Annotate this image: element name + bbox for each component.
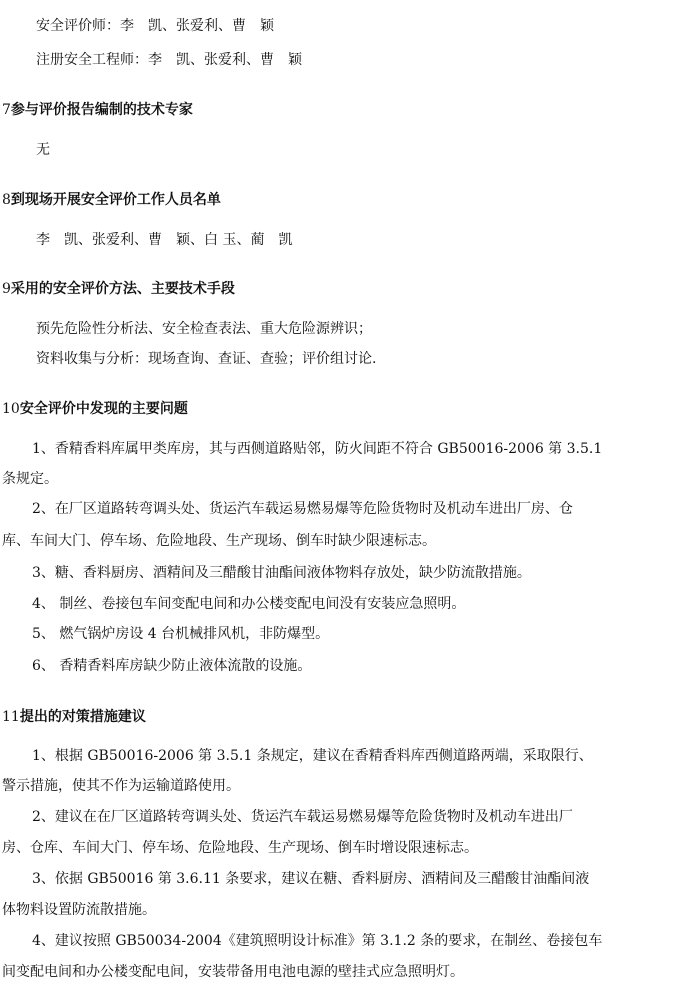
section-8-title: 到现场开展安全评价工作人员名单 bbox=[10, 192, 221, 208]
section-9-line: 预先危险性分析法、安全检查表法、重大危险源辨识； bbox=[36, 321, 372, 337]
section-11-line: 间变配电间和办公楼变配电间，安装带备用电池电源的壁挂式应急照明灯。 bbox=[2, 964, 464, 980]
section-9-number: 9 bbox=[2, 281, 11, 297]
section-10-number: 10 bbox=[2, 401, 20, 417]
section-11-line: 4、建议按照 GB50034-2004《建筑照明设计标准》第 3.1.2 条的要求，在制丝、卷接包车 bbox=[32, 933, 603, 949]
section-10-line: 2、在厂区道路转弯调头处、货运汽车载运易燃易爆等危险货物时及机动车进出厂房、仓 bbox=[32, 501, 573, 517]
section-8-heading bbox=[2, 190, 221, 210]
section-11-title: 提出的对策措施建议 bbox=[19, 709, 146, 725]
section-11-line: 体物料设置防流散措施。 bbox=[2, 902, 156, 918]
evaluator-line: 安全评价师：李 凯、张爱利、曹 颖 bbox=[36, 18, 274, 34]
section-7-body: 无 bbox=[36, 142, 50, 158]
section-11-number: 11 bbox=[2, 709, 20, 725]
section-11-line: 3、依据 GB50016 第 3.6.11 条要求，建议在糖、香料厨房、酒精间及三醋酸甘油酯间液 bbox=[32, 871, 590, 887]
section-10-title: 安全评价中发现的主要问题 bbox=[19, 401, 188, 417]
section-10-line: 5、 燃气锅炉房设 4 台机械排风机，非防爆型。 bbox=[32, 626, 330, 642]
section-9-title: 采用的安全评价方法、主要技术手段 bbox=[10, 281, 235, 297]
section-7-number: 7 bbox=[2, 102, 11, 118]
section-8-body: 李 凯、张爱利、曹 颖、白 玉、蔺 凯 bbox=[36, 232, 293, 248]
section-10-line: 6、 香精香料库房缺少防止液体流散的设施。 bbox=[32, 658, 312, 674]
section-8-number: 8 bbox=[2, 192, 11, 208]
section-11-line: 1、根据 GB50016-2006 第 3.5.1 条规定，建议在香精香料库西侧道路两端，采取限行、 bbox=[32, 748, 593, 764]
engineer-line: 注册安全工程师：李 凯、张爱利、曹 颖 bbox=[36, 52, 302, 68]
section-7-title: 参与评价报告编制的技术专家 bbox=[10, 102, 193, 118]
section-11-line: 警示措施，使其不作为运输道路使用。 bbox=[2, 778, 240, 794]
section-9-line: 资料收集与分析：现场查询、查证、查验；评价组讨论. bbox=[36, 351, 377, 367]
section-10-line: 1、香精香料库属甲类库房，其与西侧道路贴邻，防火间距不符合 GB50016-2006 第 3.5.1 bbox=[32, 441, 603, 457]
section-10-line: 3、糖、香料厨房、酒精间及三醋酸甘油酯间液体物料存放处，缺少防流散措施。 bbox=[32, 565, 531, 581]
section-11-line: 房、仓库、车间大门、停车场、危险地段、生产现场、倒车时增设限速标志。 bbox=[2, 840, 478, 856]
section-11-heading bbox=[2, 707, 146, 727]
section-10-heading bbox=[2, 399, 188, 419]
section-10-line: 库、车间大门、停车场、危险地段、生产现场、倒车时缺少限速标志。 bbox=[2, 533, 436, 549]
section-9-heading bbox=[2, 279, 235, 299]
section-10-line: 4、 制丝、卷接包车间变配电间和办公楼变配电间没有安装应急照明。 bbox=[32, 596, 466, 612]
section-10-line: 条规定。 bbox=[2, 471, 58, 487]
section-11-line: 2、建议在在厂区道路转弯调头处、货运汽车载运易燃易爆等危险货物时及机动车进出厂 bbox=[32, 809, 573, 825]
section-7-heading bbox=[2, 100, 193, 120]
